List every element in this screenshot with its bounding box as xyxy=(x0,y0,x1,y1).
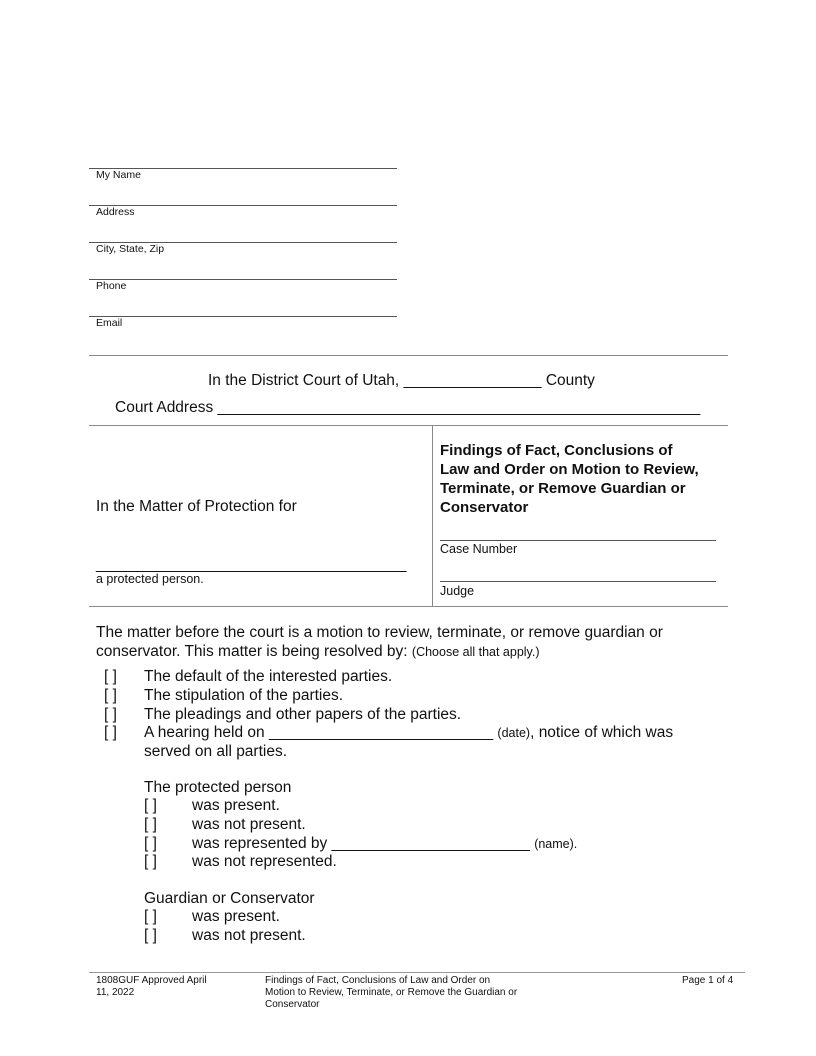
footer-title-line-2: Motion to Review, Terminate, or Remove the Guardian or xyxy=(265,987,518,998)
address-field-line[interactable] xyxy=(89,205,397,206)
choose-all-note: (Choose all that apply.) xyxy=(411,645,540,659)
judge-label: Judge xyxy=(440,584,475,598)
court-district-line xyxy=(208,371,595,390)
option-pleadings: The pleadings and other papers of the parties. xyxy=(144,706,462,723)
checkbox-pp-represented[interactable]: [ ] xyxy=(144,835,157,852)
checkbox-guardian-present[interactable]: [ ] xyxy=(144,908,157,925)
protected-person-heading: The protected person xyxy=(144,779,292,796)
pp-represented-prefix: was represented by xyxy=(192,835,328,852)
case-number-line[interactable] xyxy=(440,540,716,541)
title-line-2: Law and Order on Motion to Review, xyxy=(440,461,699,478)
intro-line-1: The matter before the court is a motion to review, terminate, or remove guardian or xyxy=(96,624,663,641)
court-address-blank[interactable]: ________________________________________________________ xyxy=(217,399,701,416)
checkbox-pleadings[interactable]: [ ] xyxy=(104,706,117,723)
title-line-1: Findings of Fact, Conclusions of xyxy=(440,442,673,459)
court-district-prefix: In the District Court of Utah, xyxy=(208,372,400,389)
pp-not-present-label: was not present. xyxy=(192,816,306,833)
footer-title-line-1: Findings of Fact, Conclusions of Law and Order on xyxy=(265,975,491,986)
county-label: County xyxy=(545,372,595,389)
pp-name-label: (name). xyxy=(534,837,578,851)
checkbox-guardian-not-present[interactable]: [ ] xyxy=(144,927,157,944)
pp-represented-line xyxy=(192,834,577,854)
pp-not-represented-label: was not represented. xyxy=(192,853,337,870)
checkbox-default[interactable]: [ ] xyxy=(104,668,117,685)
guardian-heading: Guardian or Conservator xyxy=(144,890,315,907)
page-number: Page 1 of 4 xyxy=(682,975,734,986)
protected-person-name-blank[interactable]: ____________________________________ xyxy=(96,556,407,573)
footer-form-id xyxy=(96,975,207,999)
option-default: The default of the interested parties. xyxy=(144,668,393,685)
protected-person-label: a protected person. xyxy=(96,572,204,586)
pp-present-label: was present. xyxy=(192,797,280,814)
title-line-3: Terminate, or Remove Guardian or xyxy=(440,480,686,497)
checkbox-hearing[interactable]: [ ] xyxy=(104,724,117,741)
checkbox-pp-not-present[interactable]: [ ] xyxy=(144,816,157,833)
pp-representative-blank[interactable]: _______________________ xyxy=(331,835,530,852)
footer-title-line-3: Conservator xyxy=(265,999,320,1010)
checkbox-pp-not-represented[interactable]: [ ] xyxy=(144,853,157,870)
footer-doc-title xyxy=(265,975,517,1011)
checkbox-pp-present[interactable]: [ ] xyxy=(144,797,157,814)
court-top-rule xyxy=(89,355,728,356)
guardian-not-present-label: was not present. xyxy=(192,927,306,944)
hearing-date-blank[interactable]: __________________________ xyxy=(268,724,494,741)
hearing-line-2: served on all parties. xyxy=(144,743,288,760)
checkbox-stipulation[interactable]: [ ] xyxy=(104,687,117,704)
hearing-date-label: (date) xyxy=(497,726,531,740)
form-id-line-2: 11, 2022 xyxy=(96,987,135,998)
county-blank[interactable]: ________________ xyxy=(403,372,542,389)
document-title xyxy=(440,441,699,517)
city-state-zip-field-label: City, State, Zip xyxy=(96,243,165,255)
caption-divider xyxy=(432,425,433,606)
email-field-line[interactable] xyxy=(89,316,397,317)
name-field-label: My Name xyxy=(96,169,141,181)
option-hearing xyxy=(144,723,673,743)
caption-top-rule xyxy=(89,425,728,426)
court-address-line xyxy=(115,398,700,417)
court-address-label: Court Address xyxy=(115,399,214,416)
hearing-suffix: , notice of which was xyxy=(530,724,674,741)
matter-of-label: In the Matter of Protection for xyxy=(96,498,297,515)
email-field-label: Email xyxy=(96,317,123,329)
case-number-label: Case Number xyxy=(440,542,518,556)
phone-field-line[interactable] xyxy=(89,279,397,280)
option-stipulation: The stipulation of the parties. xyxy=(144,687,344,704)
guardian-present-label: was present. xyxy=(192,908,280,925)
hearing-prefix: A hearing held on xyxy=(144,724,265,741)
title-line-4: Conservator xyxy=(440,499,529,516)
intro-line-2-text: conservator. This matter is being resolved by: xyxy=(96,643,408,660)
intro-line-2 xyxy=(96,642,540,662)
judge-line[interactable] xyxy=(440,581,716,582)
caption-bottom-rule xyxy=(89,606,728,607)
footer-rule xyxy=(89,972,745,973)
form-id-line-1: 1808GUF Approved April xyxy=(96,975,207,986)
address-field-label: Address xyxy=(96,206,135,218)
phone-field-label: Phone xyxy=(96,280,127,292)
